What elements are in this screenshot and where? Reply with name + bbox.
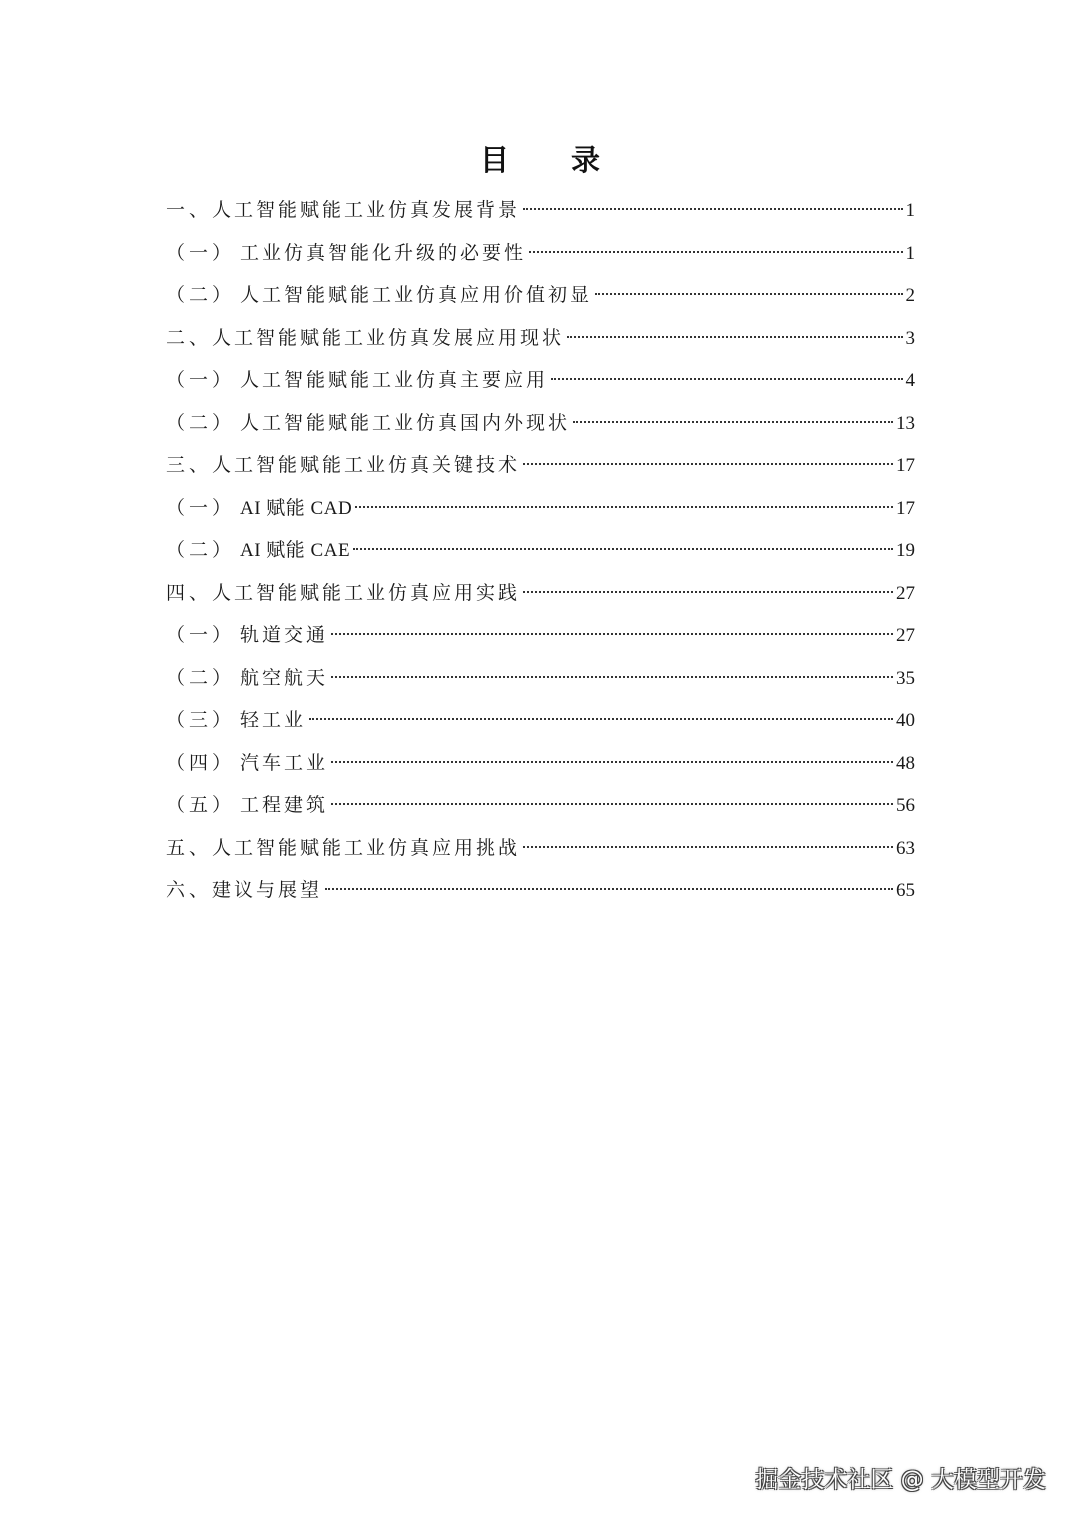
toc-entry-text: AI 赋能 CAD: [240, 497, 353, 519]
dot-leader: [523, 591, 893, 593]
toc-entry[interactable]: [166, 492, 915, 524]
toc-entry-label: [166, 534, 350, 567]
toc-entry-label: [166, 832, 520, 864]
toc-title: 目 录: [479, 143, 627, 177]
toc-entry-number: （三）: [166, 709, 236, 731]
toc-entry-number: （一）: [166, 369, 236, 391]
toc-entry-number: （一）: [166, 241, 236, 264]
toc-entry-number: 四、: [166, 581, 213, 604]
toc-entry-text: 人工智能赋能工业仿真发展应用现状: [212, 326, 565, 349]
dot-leader: [523, 463, 893, 465]
toc-page-number: 1: [905, 242, 915, 264]
toc-entry-number: （五）: [166, 794, 236, 816]
toc-entry-label: [166, 237, 526, 269]
toc-page-number: 4: [905, 370, 915, 391]
toc-entry[interactable]: [166, 704, 915, 736]
toc-entry[interactable]: [166, 577, 915, 609]
dot-leader: [595, 293, 902, 295]
dot-leader: [325, 888, 893, 890]
dot-leader: [529, 251, 902, 253]
toc-entry[interactable]: [166, 364, 915, 396]
dot-leader: [523, 846, 893, 848]
toc-page-number: 19: [896, 540, 915, 561]
toc-page-number: 65: [896, 880, 915, 901]
toc-entry[interactable]: [166, 237, 915, 269]
toc-entry-label: [166, 449, 520, 481]
toc-entry-label: [166, 194, 520, 226]
toc-entry-text: 人工智能赋能工业仿真应用实践: [212, 581, 521, 604]
toc-entry[interactable]: [166, 747, 915, 779]
toc-page-number: 3: [905, 327, 915, 349]
toc-entry[interactable]: [166, 534, 915, 566]
toc-page-number: 27: [896, 582, 915, 604]
toc-entry-label: [166, 874, 322, 906]
dot-leader: [331, 676, 893, 678]
toc-entry-text: 汽车工业: [240, 751, 329, 774]
toc-entry-text: 建议与展望: [212, 879, 323, 901]
toc-entry-number: （二）: [166, 666, 236, 689]
toc-entry-text: 人工智能赋能工业仿真应用挑战: [212, 836, 521, 859]
toc-entry-text: 人工智能赋能工业仿真国内外现状: [240, 411, 571, 434]
toc-entry-number: （二）: [166, 539, 236, 561]
toc-page-number: 17: [896, 455, 915, 476]
toc-entry-text: 航空航天: [240, 666, 329, 689]
toc-entry-label: [166, 619, 328, 651]
toc-entry-text: 轨道交通: [240, 624, 329, 646]
watermark: 掘金技术社区 @ 大模型开发: [755, 1467, 1046, 1493]
toc-entry-number: （一）: [166, 624, 236, 646]
toc-entry-label: [166, 662, 328, 694]
toc-page-number: 35: [896, 667, 915, 689]
dot-leader: [331, 803, 893, 805]
toc-entry-text: 工程建筑: [240, 794, 329, 816]
toc-page-number: 48: [896, 752, 915, 774]
toc-page-number: 63: [896, 837, 915, 859]
toc-entry[interactable]: [166, 407, 915, 439]
toc-entry[interactable]: [166, 789, 915, 821]
toc-entry-label: [166, 407, 570, 439]
toc-entry[interactable]: [166, 619, 915, 651]
toc-entry-number: 六、: [166, 879, 213, 901]
toc-entry-text: 人工智能赋能工业仿真关键技术: [212, 454, 521, 476]
dot-leader: [573, 421, 893, 423]
toc-entry[interactable]: [166, 449, 915, 481]
toc-entry-number: 三、: [166, 454, 213, 476]
toc-entry[interactable]: [166, 874, 915, 906]
toc-entry-label: [166, 704, 306, 736]
toc-entry[interactable]: [166, 194, 915, 226]
toc-entry-label: [166, 364, 548, 396]
toc-entry-text: AI 赋能 CAE: [240, 540, 351, 561]
toc-entry-text: 人工智能赋能工业仿真主要应用: [240, 369, 549, 391]
toc-page-number: 27: [896, 625, 915, 646]
dot-leader: [309, 718, 893, 720]
toc-page-number: 1: [905, 200, 915, 221]
dot-leader: [353, 548, 893, 550]
toc-entry-text: 人工智能赋能工业仿真应用价值初显: [240, 284, 593, 306]
dot-leader: [331, 761, 893, 763]
toc-entry-label: [166, 322, 564, 354]
toc-entry-number: （二）: [166, 284, 236, 306]
toc-entry-number: （一）: [166, 496, 236, 519]
toc-entry-label: [166, 789, 328, 821]
toc-entry[interactable]: [166, 662, 915, 694]
toc-entry-text: 工业仿真智能化升级的必要性: [240, 241, 527, 264]
toc-entry-label: [166, 279, 592, 311]
toc-entry-number: 二、: [166, 326, 213, 349]
toc-page-number: 2: [905, 285, 915, 306]
toc-entry-text: 轻工业: [240, 709, 307, 731]
toc-entry-text: 人工智能赋能工业仿真发展背景: [212, 199, 521, 221]
toc-entry-label: [166, 492, 352, 525]
toc-page-number: 56: [896, 795, 915, 816]
toc-entry-number: （二）: [166, 411, 236, 434]
dot-leader: [523, 208, 902, 210]
toc-entry[interactable]: [166, 322, 915, 354]
toc-page-number: 40: [896, 710, 915, 731]
toc-page-number: 13: [896, 412, 915, 434]
toc-entry-number: （四）: [166, 751, 236, 774]
dot-leader: [331, 633, 893, 635]
dot-leader: [567, 336, 902, 338]
toc-entry-label: [166, 747, 328, 779]
toc-entry-number: 一、: [166, 199, 213, 221]
toc-entry-label: [166, 577, 520, 609]
dot-leader: [551, 378, 902, 380]
toc-entry[interactable]: [166, 832, 915, 864]
dot-leader: [355, 506, 893, 508]
toc-page-number: 17: [896, 497, 915, 519]
toc-entry[interactable]: [166, 279, 915, 311]
toc-entry-number: 五、: [166, 836, 213, 859]
